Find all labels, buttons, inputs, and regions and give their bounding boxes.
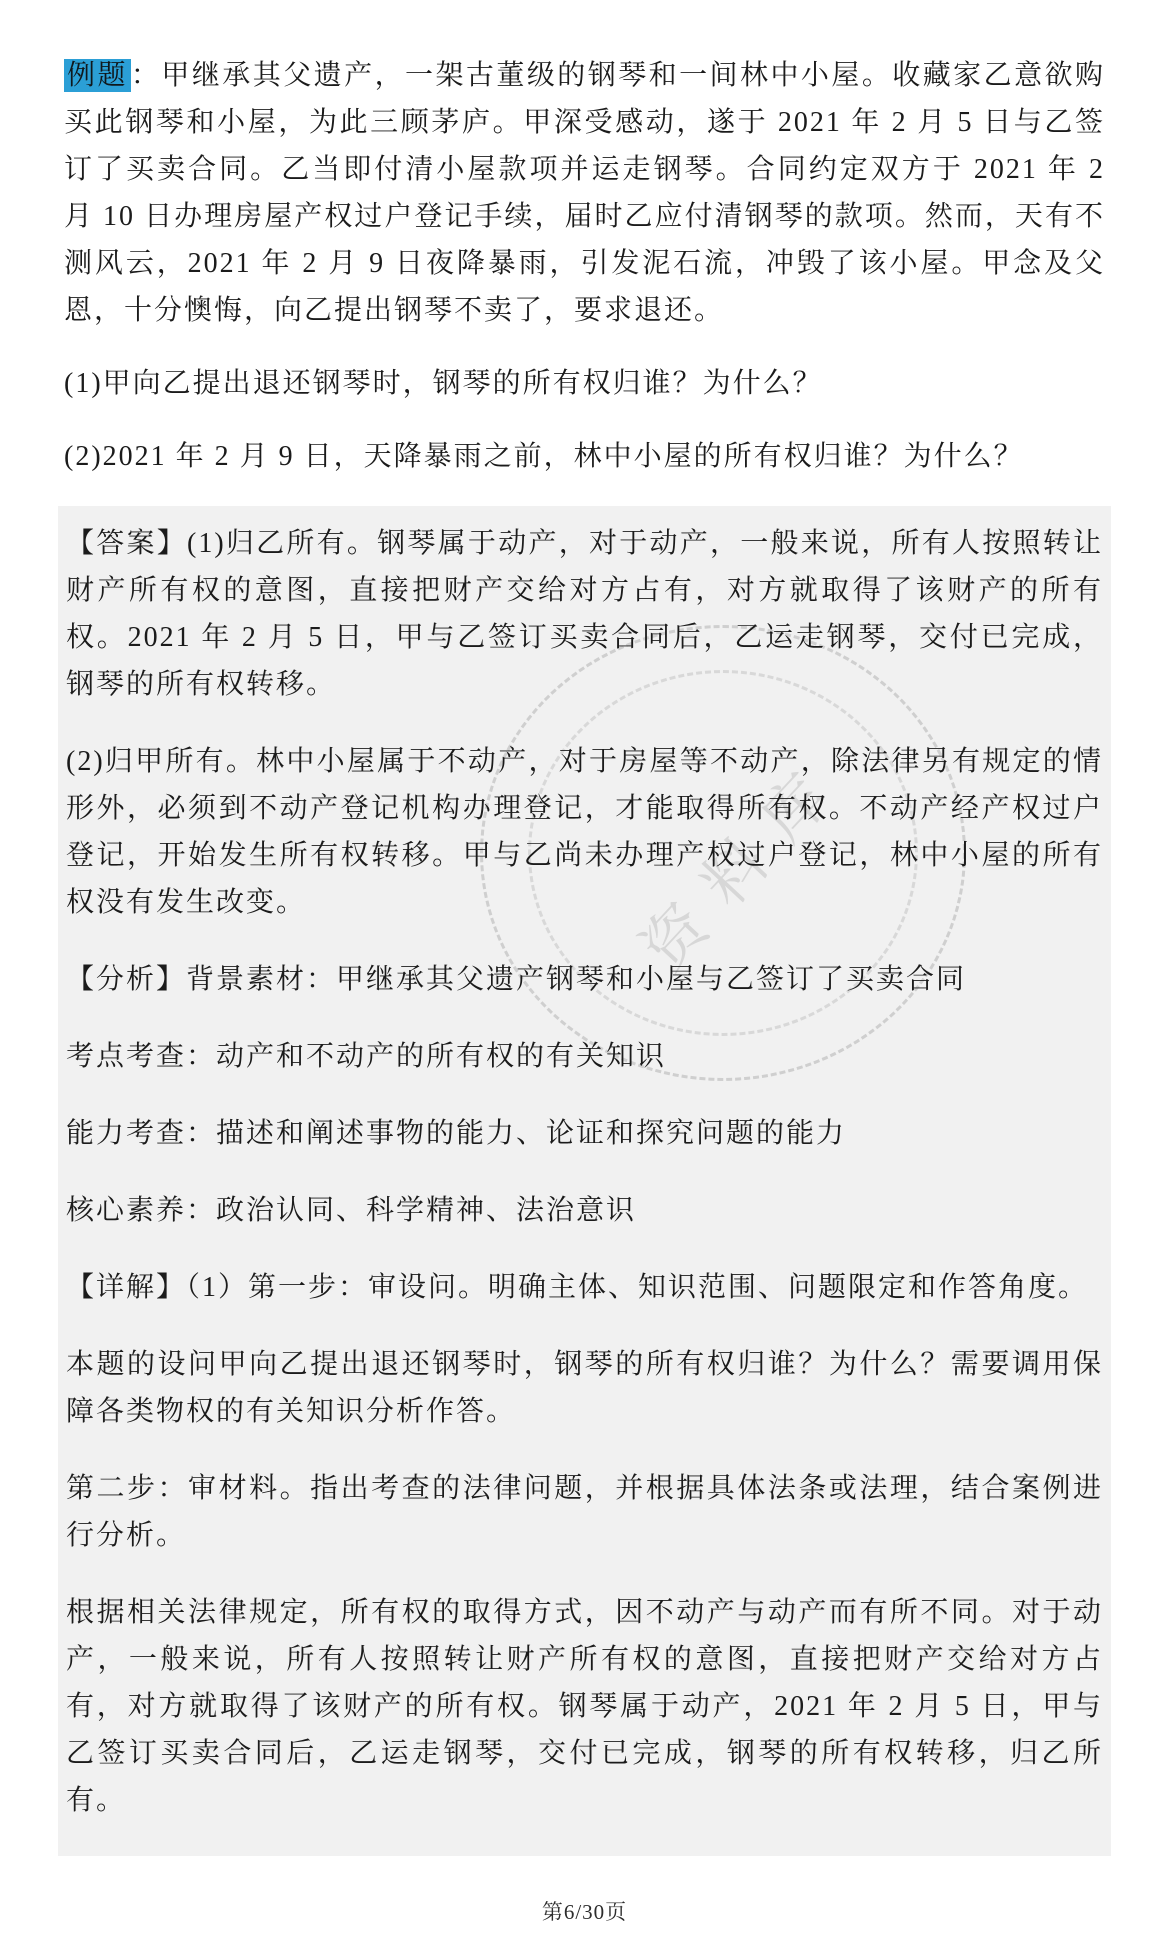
detail-label: 【详解】 xyxy=(66,1272,187,1303)
answer-label: 【答案】 xyxy=(66,528,188,559)
analysis-background-text: 背景素材：甲继承其父遗产钢琴和小屋与乙签订了买卖合同 xyxy=(186,964,967,995)
answer-analysis-block xyxy=(58,506,1111,1856)
question-2: (2)2021 年 2 月 9 日，天降暴雨之前，林中小屋的所有权归谁？为什么？ xyxy=(64,441,1024,472)
watermark-text: 资料库 xyxy=(629,744,860,984)
example-paragraph xyxy=(64,52,1105,334)
example-colon: ： xyxy=(130,60,162,91)
ability-line: 能力考查：描述和阐述事物的能力、论证和探究问题的能力 xyxy=(66,1118,847,1149)
page-number-footer: 第6/30页 xyxy=(541,1900,628,1924)
analysis-background-line xyxy=(66,956,1103,1003)
answer-part-2: (2)归甲所有。林中小屋属于不动产，对于房屋等不动产，除法律另有规定的情形外，必须到不动产登记机构办理登记，才能取得所有权。不动产经产权过户登记，开始发生所有权转移。甲与乙尚未办理产权过户登记，林中小屋的所有权没有发生改变。 xyxy=(66,746,1103,918)
detail-step-1-text: （1）第一步：审设问。明确主体、知识范围、问题限定和作答角度。 xyxy=(186,1272,1089,1303)
core-literacy-line: 核心素养：政治认同、科学精神、法治意识 xyxy=(66,1195,637,1226)
detail-step-1-line xyxy=(66,1264,1103,1311)
detail-paragraph-1: 本题的设问甲向乙提出退还钢琴时，钢琴的所有权归谁？为什么？需要调用保障各类物权的有关知识分析作答。 xyxy=(66,1349,1103,1427)
example-text: 甲继承其父遗产，一架古董级的钢琴和一间林中小屋。收藏家乙意欲购买此钢琴和小屋，为此三顾茅庐。甲深受感动，遂于 2021 年 2 月 5 日与乙签订了买卖合同。乙当即付清小屋款项并运走钢琴。合同约定双方于 2021 年 2 月 10 日办理房屋产权过户登记手续，届时乙应付清钢琴的款项。然而，天有不测风云，2021 年 2 月 9 日夜降暴雨，引发泥石流，冲毁了该小屋。甲念及父恩，十分懊悔，向乙提出钢琴不卖了，要求退还。 xyxy=(64,60,1105,326)
example-label-highlight: 例题 xyxy=(64,59,131,92)
answer-part-1-text: (1)归乙所有。钢琴属于动产，对于动产，一般来说，所有人按照转让财产所有权的意图，直接把财产交给对方占有，对方就取得了该财产的所有权。2021 年 2 月 5 日，甲与乙签订买卖合同后，乙运走钢琴，交付已完成，钢琴的所有权转移。 xyxy=(66,528,1103,700)
detail-step-2-line: 第二步：审材料。指出考查的法律问题，并根据具体法条或法理，结合案例进行分析。 xyxy=(66,1473,1103,1551)
analysis-label: 【分析】 xyxy=(66,964,187,995)
answer-part-1 xyxy=(66,520,1103,708)
detail-paragraph-2: 根据相关法律规定，所有权的取得方式，因不动产与动产而有所不同。对于动产，一般来说，所有人按照转让财产所有权的意图，直接把财产交给对方占有，对方就取得了该财产的所有权。钢琴属于动产，2021 年 2 月 5 日，甲与乙签订买卖合同后，乙运走钢琴，交付已完成，钢琴的所有权转移，归乙所有。 xyxy=(66,1597,1103,1816)
exam-points-line: 考点考查：动产和不动产的所有权的有关知识 xyxy=(66,1041,667,1072)
question-1: (1)甲向乙提出退还钢琴时，钢琴的所有权归谁？为什么？ xyxy=(64,368,823,399)
